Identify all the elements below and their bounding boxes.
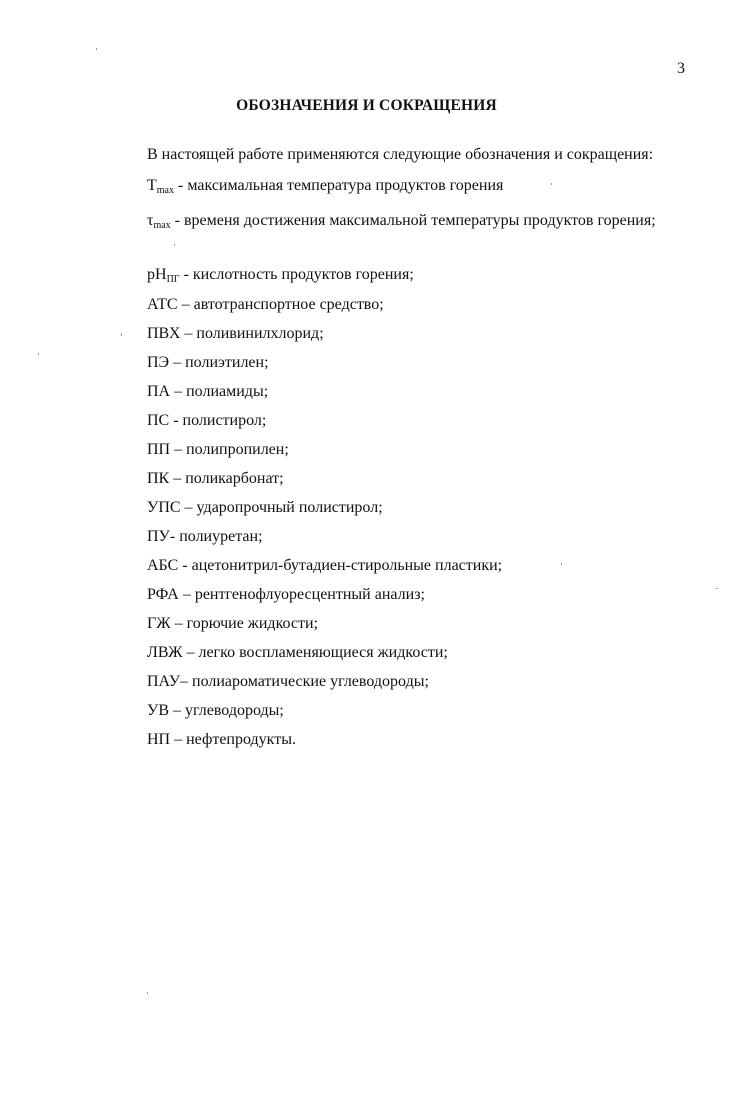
entry-symbol: T (147, 177, 157, 194)
scan-speck (551, 183, 552, 185)
abbreviation-entry: УПС – ударопрочный полистирол; (147, 499, 383, 516)
abbreviation-entry: ПЭ – полиэтилен; (147, 354, 269, 371)
abbreviation-entry (147, 265, 414, 285)
abbreviation-entry: ПАУ– полиароматические углеводороды; (147, 673, 429, 690)
entry-symbol: τ (147, 212, 154, 229)
entry-symbol: pH (147, 266, 167, 283)
entry-text: - кислотность продуктов горения; (179, 266, 414, 283)
entry-text: - максимальная температура продуктов горения (174, 177, 504, 194)
scan-speck (147, 992, 148, 994)
entry-subscript: ПГ (166, 274, 180, 285)
abbreviation-entry: ПП – полипропилен; (147, 441, 289, 458)
entry-subscript: max (153, 220, 171, 231)
scan-speck (38, 353, 39, 355)
abbreviation-entry: ПВХ – поливинилхлорид; (147, 325, 324, 342)
scan-speck (174, 244, 175, 246)
abbreviation-entry (111, 207, 688, 235)
scan-speck (96, 48, 97, 50)
abbreviation-entry (147, 176, 503, 196)
page-title: ОБОЗНАЧЕНИЯ И СОКРАЩЕНИЯ (236, 97, 497, 114)
abbreviation-entry: АТС – автотранспортное средство; (147, 296, 384, 313)
abbreviation-entry: ПК – поликарбонат; (147, 470, 284, 487)
abbreviation-entry: УВ – углеводороды; (147, 702, 284, 719)
abbreviation-entry: ЛВЖ – легко воспламеняющиеся жидкости; (147, 644, 448, 661)
abbreviation-entry: РФА – рентгенофлуоресцентный анализ; (147, 586, 425, 603)
abbreviation-entry: ПА – полиамиды; (147, 383, 269, 400)
abbreviation-entry: ПС - полистирол; (147, 412, 267, 429)
intro-paragraph: В настоящей работе применяются следующие обозначения и сокращения: (147, 146, 654, 163)
scan-speck (561, 563, 562, 565)
abbreviation-entry: ГЖ – горючие жидкости; (147, 615, 319, 632)
abbreviation-entry: НП – нефтепродукты. (147, 731, 296, 748)
entry-subscript: max (156, 185, 174, 196)
entry-text: - временя достижения максимальной температуры продуктов горения; (170, 212, 656, 229)
abbreviation-entry: АБС - ацетонитрил-бутадиен-стирольные пластики; (147, 557, 503, 574)
page-number: 3 (677, 60, 685, 77)
scan-speck (121, 333, 122, 336)
abbreviation-entry: ПУ- полиуретан; (147, 528, 263, 545)
scan-speck (716, 588, 718, 589)
